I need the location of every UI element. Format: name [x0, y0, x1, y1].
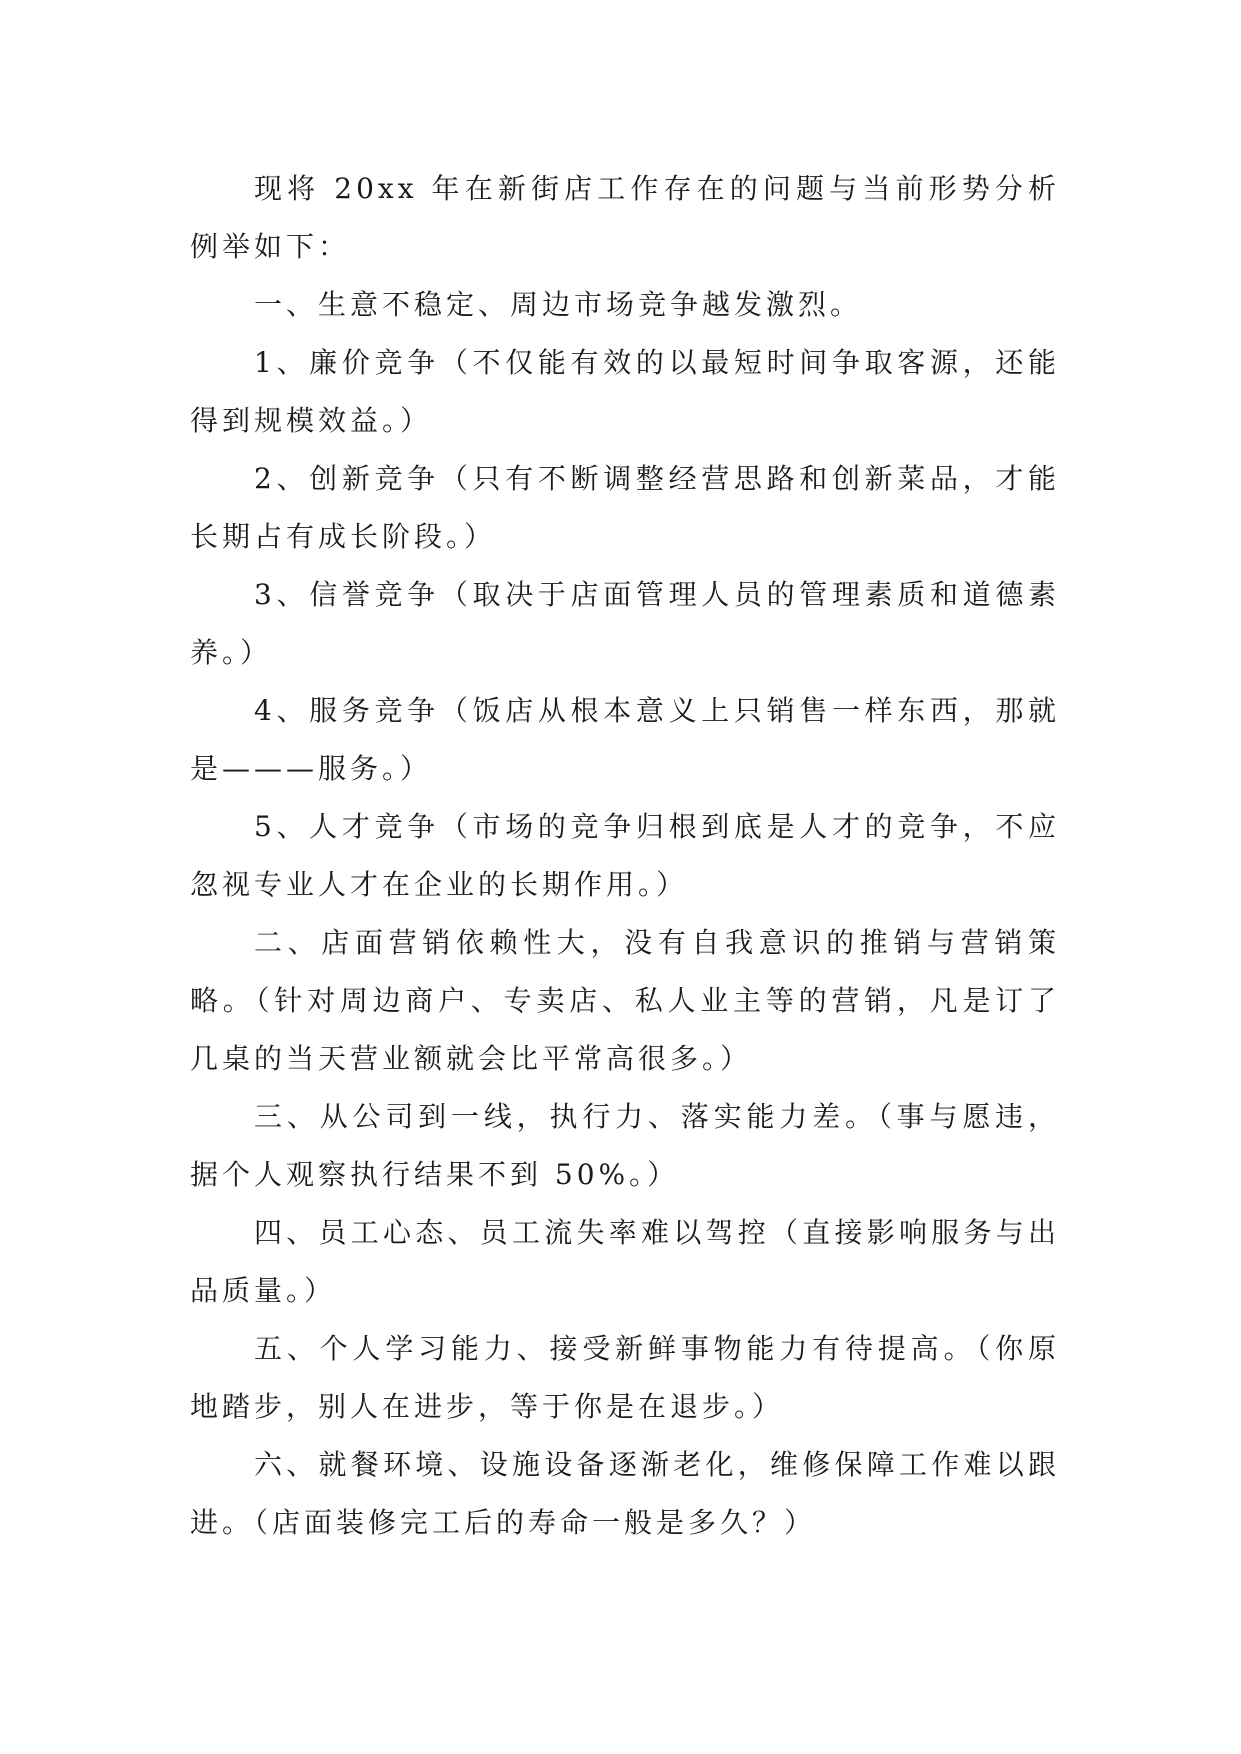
issue-1-item-2: 2、创新竞争（只有不断调整经营思路和创新菜品，才能长期占有成长阶段。） — [190, 462, 1060, 553]
issue-1-item-1: 1、廉价竞争（不仅能有效的以最短时间争取客源，还能得到规模效益。） — [190, 346, 1060, 437]
issue-4-paragraph: 四、员工心态、员工流失率难以驾控（直接影响服务与出品质量。） — [190, 1216, 1060, 1307]
issue-1-item-5: 5、人才竞争（市场的竞争归根到底是人才的竞争，不应忽视专业人才在企业的长期作用。） — [190, 810, 1060, 901]
issue-6-paragraph: 六、就餐环境、设施设备逐渐老化，维修保障工作难以跟进。（店面装修完工后的寿命一般是多久？） — [190, 1448, 1060, 1539]
issue-1-item-4: 4、服务竞争（饭店从根本意义上只销售一样东西，那就是———服务。） — [190, 694, 1060, 785]
document-body — [190, 160, 1060, 1552]
issue-1-heading: 一、生意不稳定、周边市场竞争越发激烈。 — [254, 288, 863, 321]
issue-3-paragraph: 三、从公司到一线，执行力、落实能力差。（事与愿违，据个人观察执行结果不到 50%。） — [190, 1100, 1060, 1191]
issue-1-item-3: 3、信誉竞争（取决于店面管理人员的管理素质和道德素养。） — [190, 578, 1060, 669]
issue-5-paragraph: 五、个人学习能力、接受新鲜事物能力有待提高。（你原地踏步，别人在进步，等于你是在退步。） — [190, 1332, 1060, 1423]
intro-paragraph: 现将 20xx 年在新街店工作存在的问题与当前形势分析例举如下： — [190, 172, 1060, 263]
issue-2-paragraph: 二、店面营销依赖性大，没有自我意识的推销与营销策略。（针对周边商户、专卖店、私人业主等的营销，凡是订了几桌的当天营业额就会比平常高很多。） — [190, 926, 1060, 1075]
